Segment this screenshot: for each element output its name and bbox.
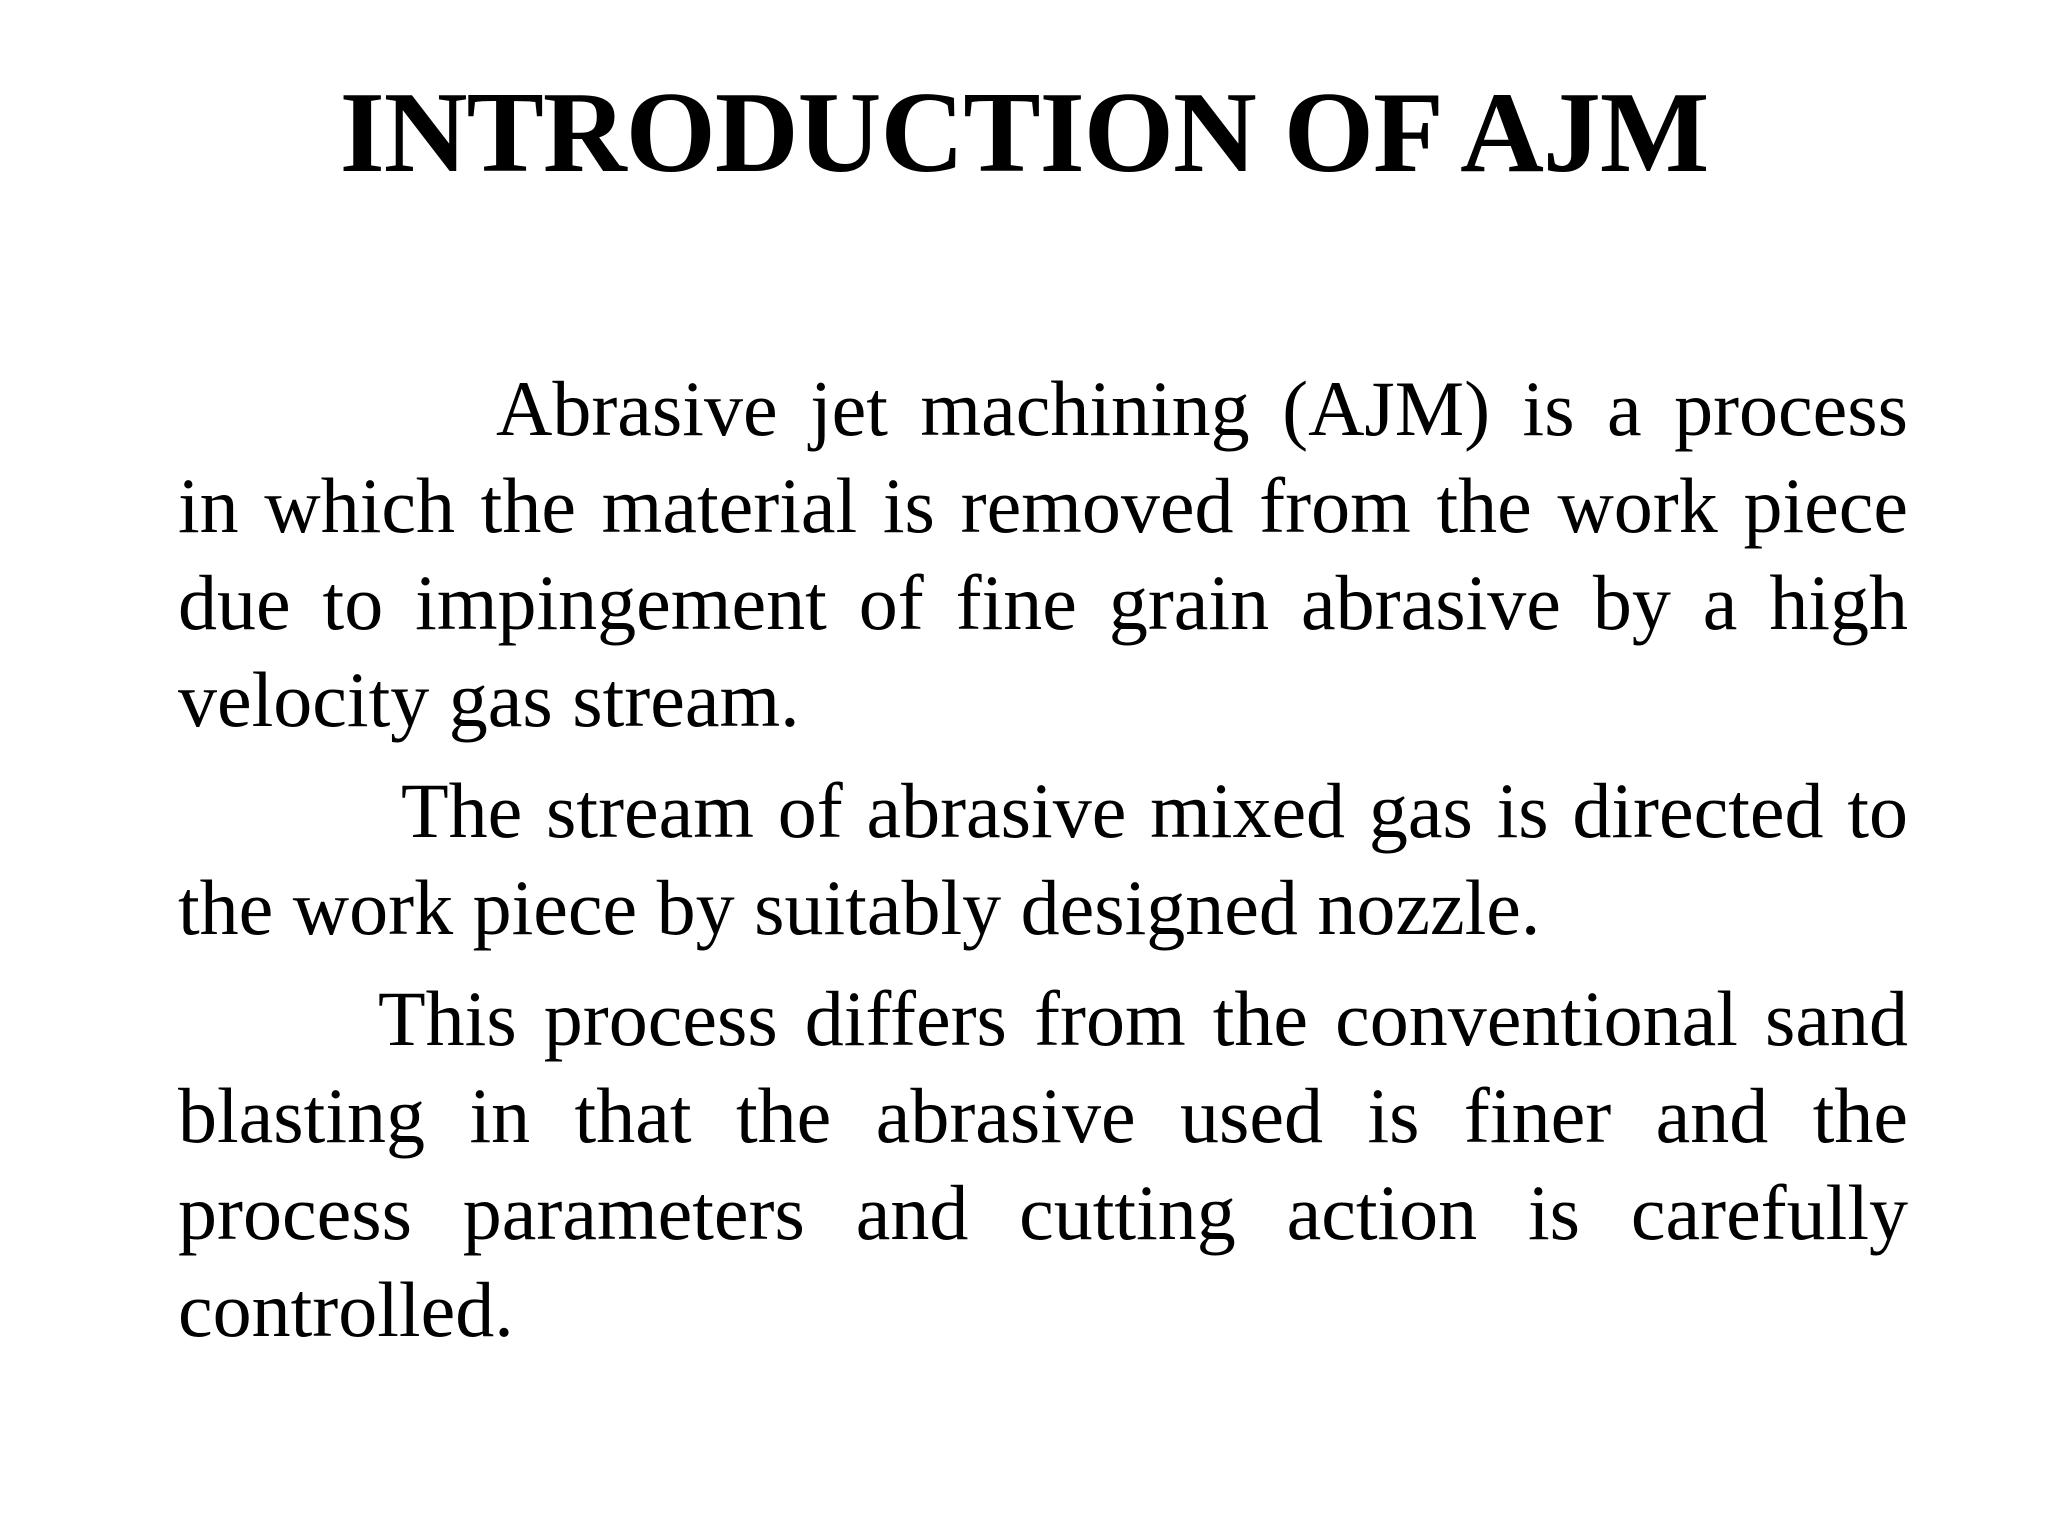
slide-title: INTRODUCTION OF AJM: [339, 69, 1709, 197]
paragraph-ajm-definition: Abrasive jet machining (AJM) is a process in which the material is removed from the work piece due to impingement of fine grain abrasive by a high velocity gas stream.: [178, 365, 1908, 743]
slide-body: [178, 360, 1908, 1358]
paragraph-process-difference: This process differs from the conventional sand blasting in that the abrasive used is finer and the process parameters and cutting action is carefully controlled.: [178, 975, 1908, 1353]
paragraph-gas-stream: The stream of abrasive mixed gas is directed to the work piece by suitably designed nozzle.: [178, 767, 1908, 951]
